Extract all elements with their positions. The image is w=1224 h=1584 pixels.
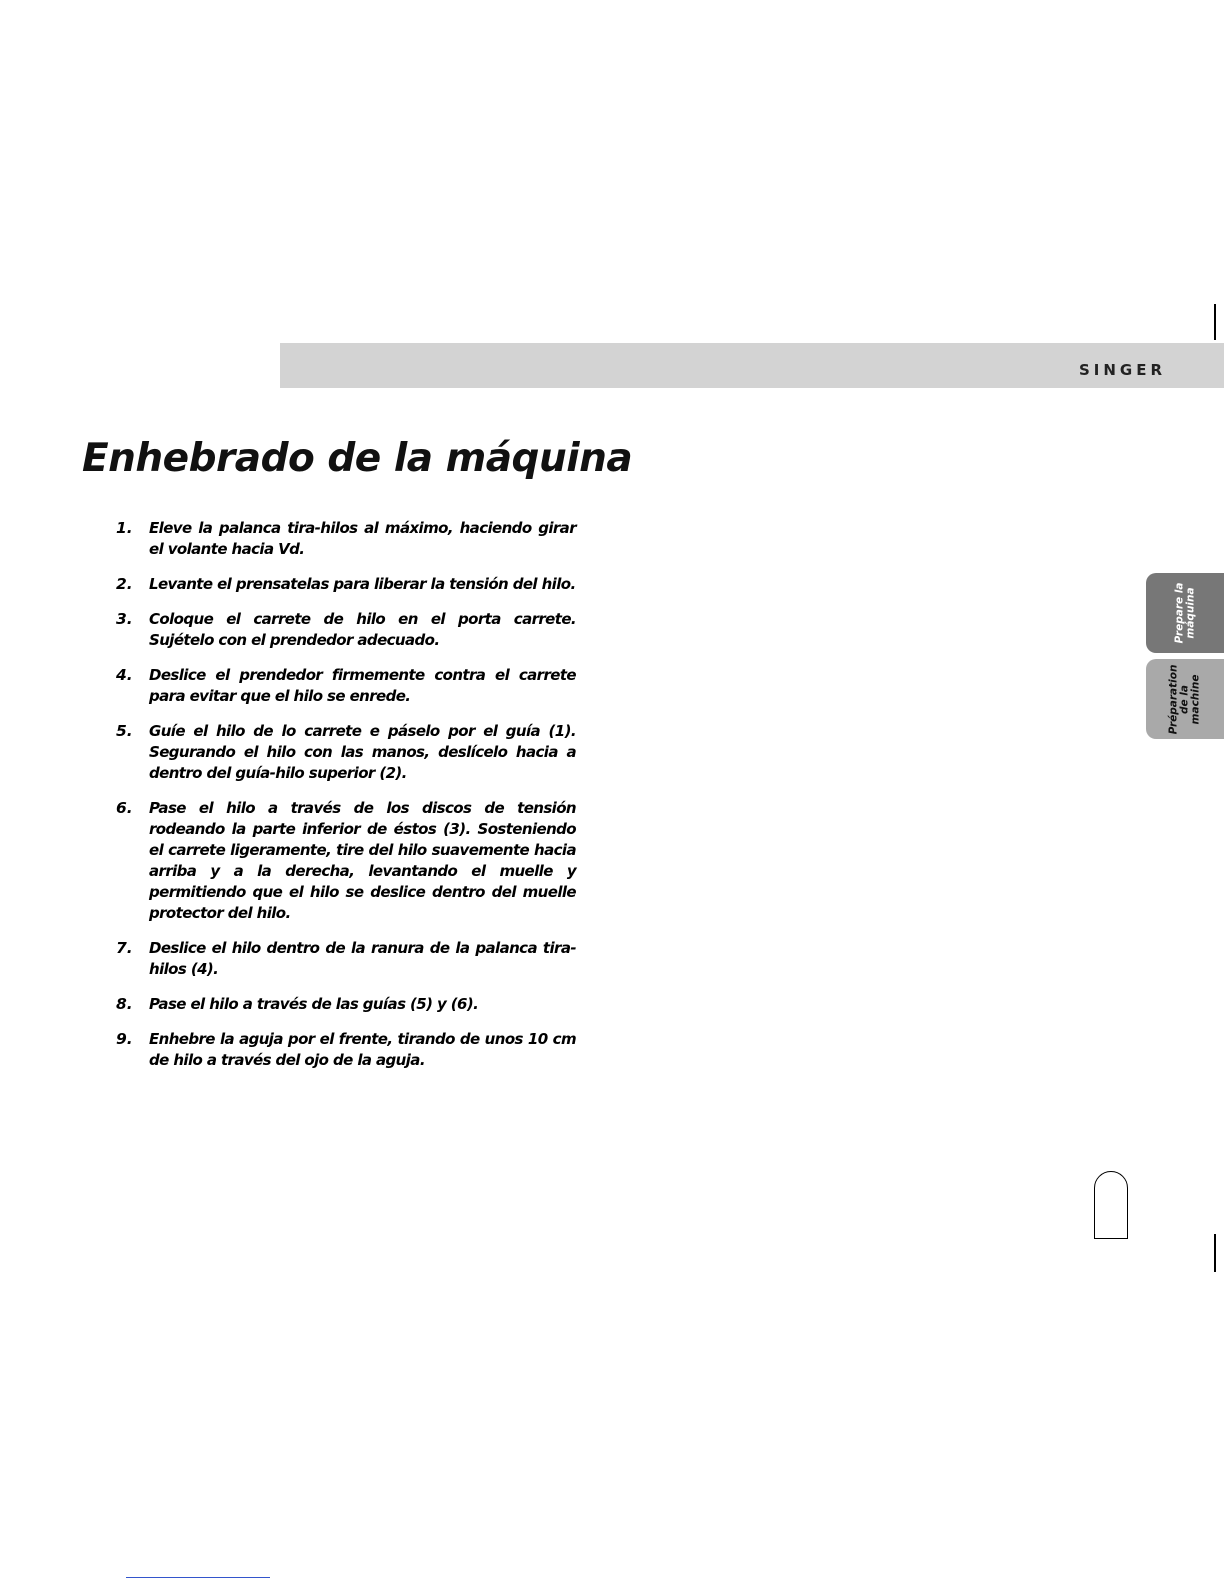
step-text: Eleve la palanca tira-hilos al máximo, haciendo girar el volante hacia Vd.	[149, 519, 576, 558]
step-number: 9.	[116, 1030, 133, 1048]
step-item	[116, 609, 576, 651]
step-text: Pase el hilo a través de las guías (5) y (6).	[149, 995, 479, 1013]
side-tab-preparation[interactable]	[1146, 659, 1224, 739]
step-number: 6.	[116, 799, 133, 817]
step-text: Deslice el hilo dentro de la ranura de la palanca tira-hilos (4).	[149, 939, 576, 978]
page-number-box	[1094, 1171, 1128, 1239]
step-item	[116, 798, 576, 924]
step-text: Coloque el carrete de hilo en el porta carrete. Sujételo con el prendedor adecuado.	[149, 610, 576, 649]
step-number: 3.	[116, 610, 133, 628]
step-item	[116, 994, 576, 1015]
step-number: 5.	[116, 722, 133, 740]
footer-rule	[126, 1577, 270, 1578]
step-item	[116, 518, 576, 560]
crop-mark-bottom	[1214, 1234, 1216, 1272]
side-tab-label: Prepare la máquina	[1172, 582, 1196, 644]
step-item	[116, 721, 576, 784]
step-number: 1.	[116, 519, 133, 537]
side-tab-label: Préparation de la machine	[1167, 664, 1202, 734]
step-number: 7.	[116, 939, 133, 957]
side-tab-prepare[interactable]	[1146, 573, 1224, 653]
header-bar	[280, 343, 1224, 388]
step-item	[116, 1029, 576, 1071]
step-number: 8.	[116, 995, 133, 1013]
page-title: Enhebrado de la máquina	[82, 436, 633, 481]
crop-mark-top	[1214, 304, 1216, 340]
step-item	[116, 665, 576, 707]
step-item	[116, 938, 576, 980]
step-text: Levante el prensatelas para liberar la tensión del hilo.	[149, 575, 576, 593]
brand-logo: SINGER	[1078, 361, 1166, 379]
step-text: Pase el hilo a través de los discos de tensión rodeando la parte inferior de éstos (3). Sosteniendo el carrete ligeramente, tire del hilo suavemente hacia arriba y a la derecha, levantando el muelle y permitiendo que el hilo se deslice dentro del muelle protector del hilo.	[149, 799, 576, 922]
step-text: Enhebre la aguja por el frente, tirando de unos 10 cm de hilo a través del ojo de la aguja.	[149, 1030, 576, 1069]
step-text: Guíe el hilo de lo carrete e páselo por el guía (1). Segurando el hilo con las manos, deslícelo hacia a dentro del guía-hilo superior (2).	[149, 722, 576, 782]
steps-list	[116, 518, 576, 1085]
step-item	[116, 574, 576, 595]
step-number: 4.	[116, 666, 133, 684]
step-text: Deslice el prendedor firmemente contra el carrete para evitar que el hilo se enrede.	[149, 666, 576, 705]
step-number: 2.	[116, 575, 133, 593]
